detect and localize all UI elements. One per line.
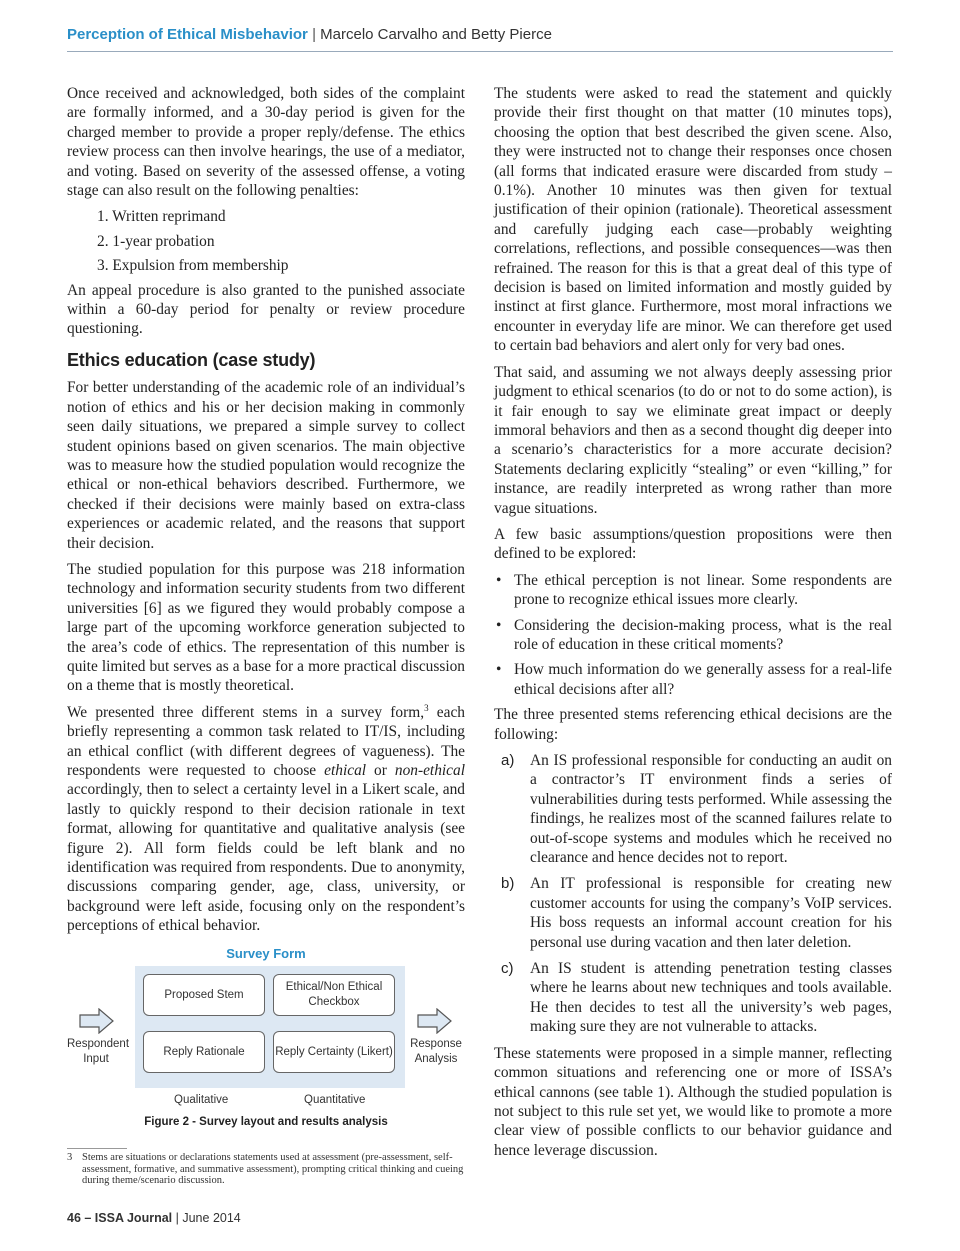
footnote-ref: 3 (424, 702, 429, 713)
response-analysis-label: Response Analysis (410, 1038, 462, 1065)
reply-rationale-box: Reply Rationale (143, 1031, 265, 1073)
stem-text: An IS professional responsible for conducting an audit on a contractor’s IT environment finds a series of vulnerabilities during tests performed. While assessing the findings, he realizes most of the scanned failures relate to out-of-scope systems and modules which he received no clearance and hence decides not to report. (530, 752, 892, 867)
list-item (494, 874, 892, 952)
proposed-stem-box: Proposed Stem (143, 974, 265, 1016)
header-separator: | (312, 26, 316, 43)
bullet-icon: • (496, 661, 502, 679)
paragraph: An appeal procedure is also granted to the punished associate within a 60-day period for penalty or review procedure questioning. (67, 281, 465, 338)
list-item (494, 751, 892, 867)
input-arrow-icon (79, 1008, 115, 1034)
bullet-icon: • (496, 571, 502, 589)
figure-title: Survey Form (226, 946, 306, 961)
respondent-input-label: Respondent Input (67, 1038, 130, 1065)
assumption-list (494, 571, 892, 699)
footer-separator: | (175, 1211, 179, 1225)
stem-marker: a) (501, 752, 515, 769)
running-footer (67, 1211, 241, 1225)
list-item-text: The ethical perception is not linear. Some respondents are prone to recognize ethical issues more clearly. (514, 571, 892, 609)
figure-2 (67, 944, 465, 1134)
list-item (494, 660, 892, 699)
footnote-rule (67, 1148, 127, 1149)
header-rule (67, 51, 893, 52)
header-authors: Marcelo Carvalho and Betty Pierce (320, 26, 552, 43)
ethical-checkbox-box: Ethical/Non Ethical Checkbox (273, 974, 395, 1016)
stem-text: An IT professional is responsible for creating new customer accounts for using the company’s VoIP services. His boss requests an informal account creation for his personal use during vacation and then later deletion. (530, 875, 892, 951)
footnote-number: 3 (67, 1152, 73, 1163)
penalty-list (67, 207, 465, 275)
header-title: Perception of Ethical Misbehavior (67, 26, 308, 43)
right-column (494, 84, 892, 1167)
paragraph: For better understanding of the academic role of an individual’s notion of ethics and his or her decision making in commonly seen daily situations, we prepared a simple survey to collect student opinions based on given scenarios. The main objective was to measure how the studied population would recognize the ethical or non-ethical behaviors described. Furthermore, we checked if their decisions were mainly based on extra-class experiences or academic related, and the reasons that support their decision. (67, 379, 465, 552)
paragraph: The studied population for this purpose was 218 information technology and information security students from two different universities [6] as we figured they would probably compose a large part of the upcoming workforce generation subjected to the area’s code of ethics. The representation of this number is quite limited but serves as a base for a more practical discussion on a theme that is mostly theoretical. (67, 560, 465, 695)
list-item: 1. Written reprimand (97, 208, 226, 226)
qualitative-label: Qualitative (174, 1094, 229, 1106)
survey-form-panel (135, 966, 405, 1088)
list-item: 2. 1-year probation (97, 232, 215, 250)
paragraph: That said, and assuming we not always deeply assessing prior judgment to ethical scenarios (to do or not to do some action), is it fair enough to say we eliminate great impact or deeply immoral behaviors and then as a second thought dig deeper into a scenario’s characteristics for a more accurate decision? Statements declaring explicitly “stealing” or even “killing,” for instance, are readily interpreted as wrong rather than more vague situations. (494, 363, 892, 517)
text-run: accordingly, then to select a certainty level in a Likert scale, and lastly to quickly respond to their decision rationale in text format, allowing for quantitative and qualitative analysis (see figure 2). All form fields could be left blank and no identification was required from respondents. Due to anonymity, discussions comparing gender, age, class, university, or background were left aside, focusing only on the respondent’s perceptions of ethical behavior. (67, 781, 465, 935)
section-heading: Ethics education (case study) (67, 349, 316, 370)
bullet-icon: • (496, 616, 502, 634)
paragraph: The three presented stems referencing ethical decisions are the following: (494, 706, 892, 743)
emphasis: non-ethical (394, 762, 465, 779)
stem-marker: c) (501, 960, 514, 978)
footer-page: 46 – ISSA Journal (67, 1211, 173, 1225)
list-item (494, 959, 892, 1037)
output-arrow-icon (417, 1008, 453, 1034)
text-run: We presented three different stems in a survey form, (67, 703, 425, 721)
list-item-text: How much information do we generally assess for a real-life ethical decisions after all? (514, 661, 892, 698)
list-item-text: Considering the decision-making process, what is the real role of education in these critical moments? (514, 616, 892, 653)
paragraph: A few basic assumptions/question propositions were then defined to be explored: (494, 525, 892, 563)
stem-marker: b) (501, 875, 515, 893)
footnote (67, 1152, 465, 1187)
list-item: 3. Expulsion from membership (97, 257, 289, 275)
stem-text: An IS student is attending penetration testing classes where he learns about new techniques and tools available. He then decides to test all the university’s web pages, making sure they are not vulnerable to attacks. (530, 960, 892, 1036)
figure-caption: Figure 2 - Survey layout and results analysis (144, 1116, 388, 1128)
footnote-text: Stems are situations or declarations statements used at assessment (pre-assessment, self-assessment, formative, and summative assessment), prompting critical thinking and cueing during theme/scenario discussion. (82, 1152, 464, 1186)
left-column (67, 84, 465, 943)
running-header (67, 26, 893, 43)
reply-certainty-box: Reply Certainty (Likert) (273, 1031, 395, 1073)
emphasis: ethical (324, 762, 367, 779)
paragraph (67, 703, 465, 936)
paragraph: The students were asked to read the statement and quickly provide their first thought on that matter (10 minutes tops), choosing the option that best described the given scene. Also, they were instructed not to change their responses once chosen (all forms that indicated erasure were discarded from study – 0.1%). Another 10 minutes was then given for textual justification of their opinion (rationale). Theoretical assessment and carefully judging each case—probably weighting correlations, reflections, and possible consequences—was then refrained. The reason for this is that a great deal of this type of decision is based on limited information and mostly guided by instinct at first glance. Furthermore, most moral infractions we encounter in everyday life are minor. We can therefore get used to certain bad behaviors and alert only for very bad ones. (494, 85, 892, 355)
footer-date: June 2014 (182, 1211, 241, 1225)
paragraph: These statements were proposed in a simple manner, reflecting common situations and referencing one or more of ISSA’s ethical cannons (see table 1). Although the studied population is not subject to this rule set yet, we would like to promote a more clear view of possible conflicts to our behavior guidance and hence leverage discussion. (494, 1044, 892, 1159)
paragraph: Once received and acknowledged, both sides of the complaint are formally informed, and a 30-day period is given for the charged member to provide a proper reply/defense. The ethics review process can then involve hearings, the use of a mediator, and voting. Based on severity of the assessed offense, a voting stage can also result on the following penalties: (67, 85, 465, 200)
text-run: or (366, 762, 395, 779)
list-item (494, 616, 892, 655)
stem-list (494, 751, 892, 1037)
list-item (494, 571, 892, 610)
text-run: each briefly representing a common task related to IT/IS, including an ethical conflict (with different degrees of vagueness). The respondents were requested to choose (67, 703, 465, 779)
quantitative-label: Quantitative (304, 1094, 366, 1106)
